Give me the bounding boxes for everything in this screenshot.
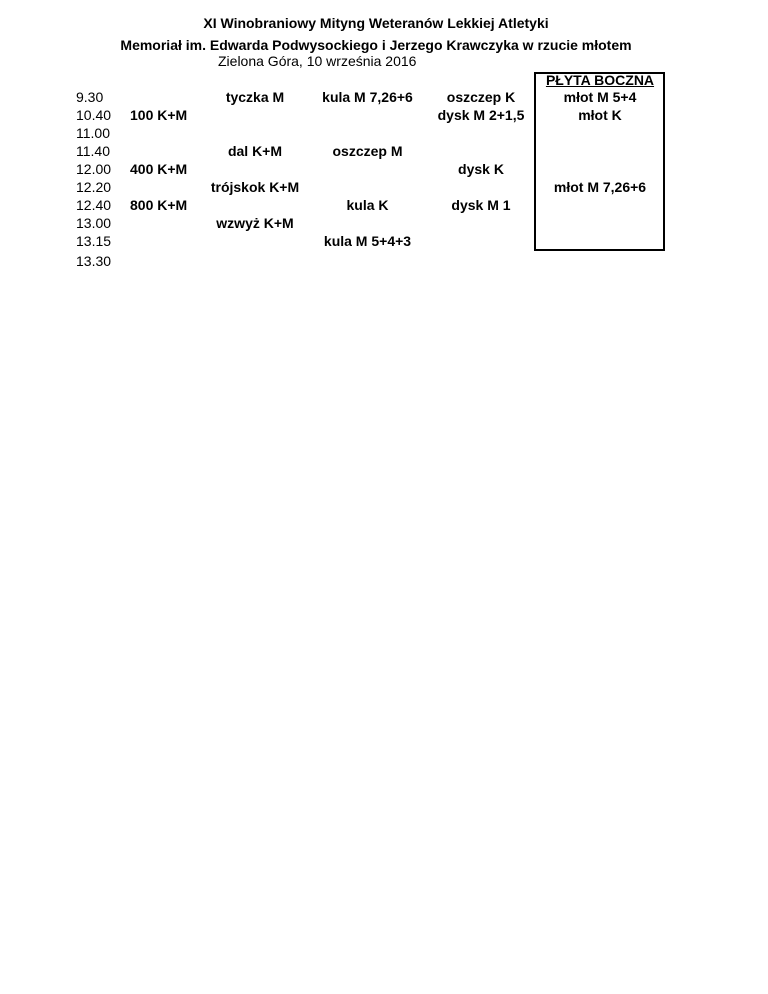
time-cell: 13.30 (76, 253, 112, 269)
field-event-cell: oszczep K (446, 89, 516, 105)
running-event-cell: 100 K+M (130, 107, 188, 123)
time-cell: 9.30 (76, 89, 104, 105)
schedule-row (0, 142, 768, 160)
running-event-cell: 400 K+M (130, 161, 188, 177)
field-event-cell: dal K+M (227, 143, 283, 159)
field-event-cell: oszczep M (332, 143, 403, 159)
schedule-row (0, 196, 768, 214)
time-cell: 12.40 (76, 197, 112, 213)
field-event-cell: kula K (346, 197, 389, 213)
side-field-title: PŁYTA BOCZNA (545, 72, 655, 88)
time-cell: 13.15 (76, 233, 112, 249)
document-subtitle-memorial: Memoriał im. Edwarda Podwysockiego i Jerzego Krawczyka w rzucie młotem (120, 37, 632, 53)
field-event-cell: tyczka M (225, 89, 285, 105)
schedule-row (0, 88, 768, 106)
schedule-row (0, 124, 768, 142)
time-cell: 11.40 (76, 143, 110, 159)
field-event-cell: kula M 7,26+6 (322, 89, 413, 105)
event-place-date: Zielona Góra, 10 września 2016 (218, 53, 417, 69)
field-event-cell: trójskok K+M (210, 179, 300, 195)
document-title: XI Winobraniowy Mityng Weteranów Lekkiej Atletyki (203, 15, 549, 31)
field-event-cell: wzwyż K+M (216, 215, 294, 231)
field-event-cell: kula M 5+4+3 (323, 233, 412, 249)
time-cell: 12.00 (76, 161, 112, 177)
side-field-event-cell: młot M 5+4 (563, 89, 637, 105)
field-event-cell: dysk M 1 (451, 197, 511, 213)
time-cell: 12.20 (76, 179, 112, 195)
schedule-row (0, 214, 768, 232)
time-cell: 11.00 (76, 125, 110, 141)
running-event-cell: 800 K+M (130, 197, 188, 213)
side-field-event-cell: młot M 7,26+6 (553, 179, 647, 195)
schedule-row (0, 160, 768, 178)
field-event-cell: dysk M 2+1,5 (437, 107, 525, 123)
time-cell: 13.00 (76, 215, 112, 231)
schedule-row (0, 252, 768, 270)
schedule-row (0, 106, 768, 124)
side-field-event-cell: młot K (578, 107, 622, 123)
schedule-row (0, 178, 768, 196)
time-cell: 10.40 (76, 107, 112, 123)
field-event-cell: dysk K (458, 161, 504, 177)
schedule-row (0, 232, 768, 250)
